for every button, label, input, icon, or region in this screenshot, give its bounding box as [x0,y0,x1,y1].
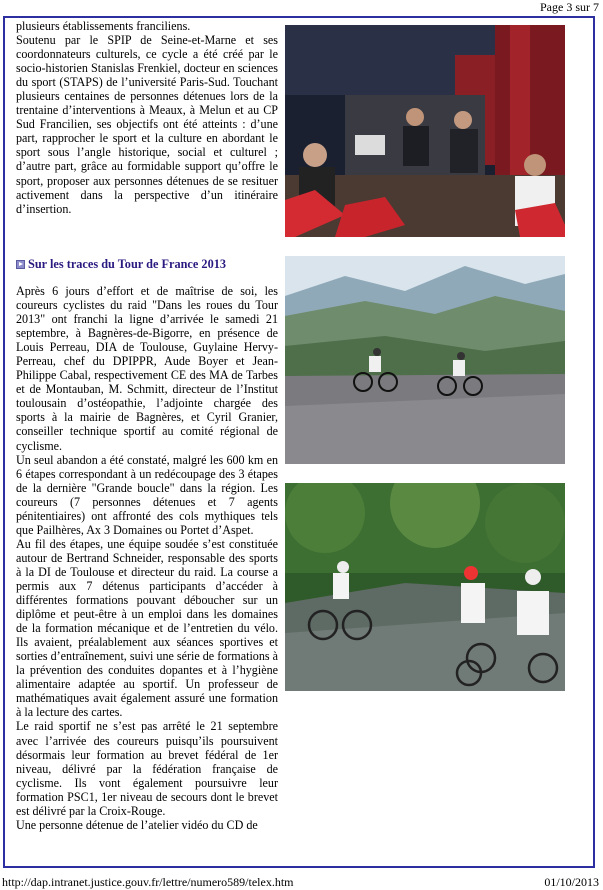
footer-date: 01/10/2013 [544,875,599,889]
article2-title: Sur les traces du Tour de France 2013 [16,257,278,271]
paragraph: Après 6 jours d’effort et de maîtrise de soi, les coureurs cyclistes du raid "Dans les roues du Tour 2013" ont franchi la ligne d’arrivée le samedi 21 septembre, à Bagnères-de-Bigorre, en présence de Louis Perreau, DIA de Toulouse, Guylaine Hervy-Perreau, chef du DPIPPR, Aude Boyer et Jean-Philippe Cabal, respectivement CE des MA de Tarbes et de Montauban, M. Schmitt, directeur de l’Institut toulousain d’ostéopathie, l’adjointe chargée des sports à la mairie de Bagnères, et Cyril Granier, conseiller technique sportif au comité régional de cyclisme. [16,284,278,453]
paragraph: Une personne détenue de l’atelier vidéo du CD de [16,817,258,832]
conference-photo [285,25,565,237]
paragraph: Un seul abandon a été constaté, malgré les 600 km en 6 étapes correspondant à un redécoupage des 3 étapes de la dernière "Grande boucle" dans la région. Les coureurs (7 personnes détenues et 7 agents pénitentiaires) ont affronté des cols mythiques tels que Pailhères, Ax 3 Domaines ou Portet d’Aspet. [16,452,278,537]
paragraph: Soutenu par le SPIP de Seine-et-Marne et ses coordonnateurs culturels, ce cycle a été créé par le socio-historien Stanislas Frenkiel, docteur en sciences du sport (STAPS) de l’université Paris-Sud. Touchant plusieurs centaines de personnes détenues lors de la trentaine d’interventions à Meaux, à Melun et au CP Sud Francilien, ses objectifs ont été atteints : d’une part, rapprocher le sport et la culture en abordant le sport sous l’angle historique, social et culturel ; d’autre part, grâce au formidable support qu’offre le sport, proposer aux personnes détenues de se resituer activement dans la perspective d’un itinéraire d’insertion. [16,33,278,216]
forest-cyclists-photo [285,483,565,691]
article2-text [16,284,278,832]
bullet-icon [16,260,25,269]
paragraph: plusieurs établissements franciliens. [16,19,191,33]
paragraph: Le raid sportif ne s’est pas arrêté le 21 septembre avec l’arrivée des coureurs puisqu’ils poursuivent désormais leur formation au brevet fédéral de 1er niveau, délivré par la fédération française de cyclisme. Ils vont également poursuivre leur formation PSC1, 1er niveau de secours dont le brevet est délivré par la Croix-Rouge. [16,719,278,818]
footer-url: http://dap.intranet.justice.gouv.fr/lettre/numero589/telex.htm [2,875,294,889]
article-frame [3,16,595,868]
page-number: Page 3 sur 7 [540,0,599,14]
mountain-cyclists-photo [285,256,565,464]
article1-text [16,19,278,216]
paragraph: Au fil des étapes, une équipe soudée s’est constituée autour de Bertrand Schneider, responsable des sports à la DI de Toulouse et directeur du raid. La course a permis aux 7 détenus participants d’accéder à différentes formations pouvant déboucher sur un diplôme et peut-être à un emploi dans les domaines de la formation mécanique et de l’entretien du vélo. Ils avaient, préalablement aux séances sportives et sorties d’entraînement, suivi une série de formations à la prévention des conduites dopantes et à l’hygiène alimentaire adaptée au sportif. Un professeur de mathématiques avait également assuré une formation à la lecture des cartes. [16,536,278,720]
